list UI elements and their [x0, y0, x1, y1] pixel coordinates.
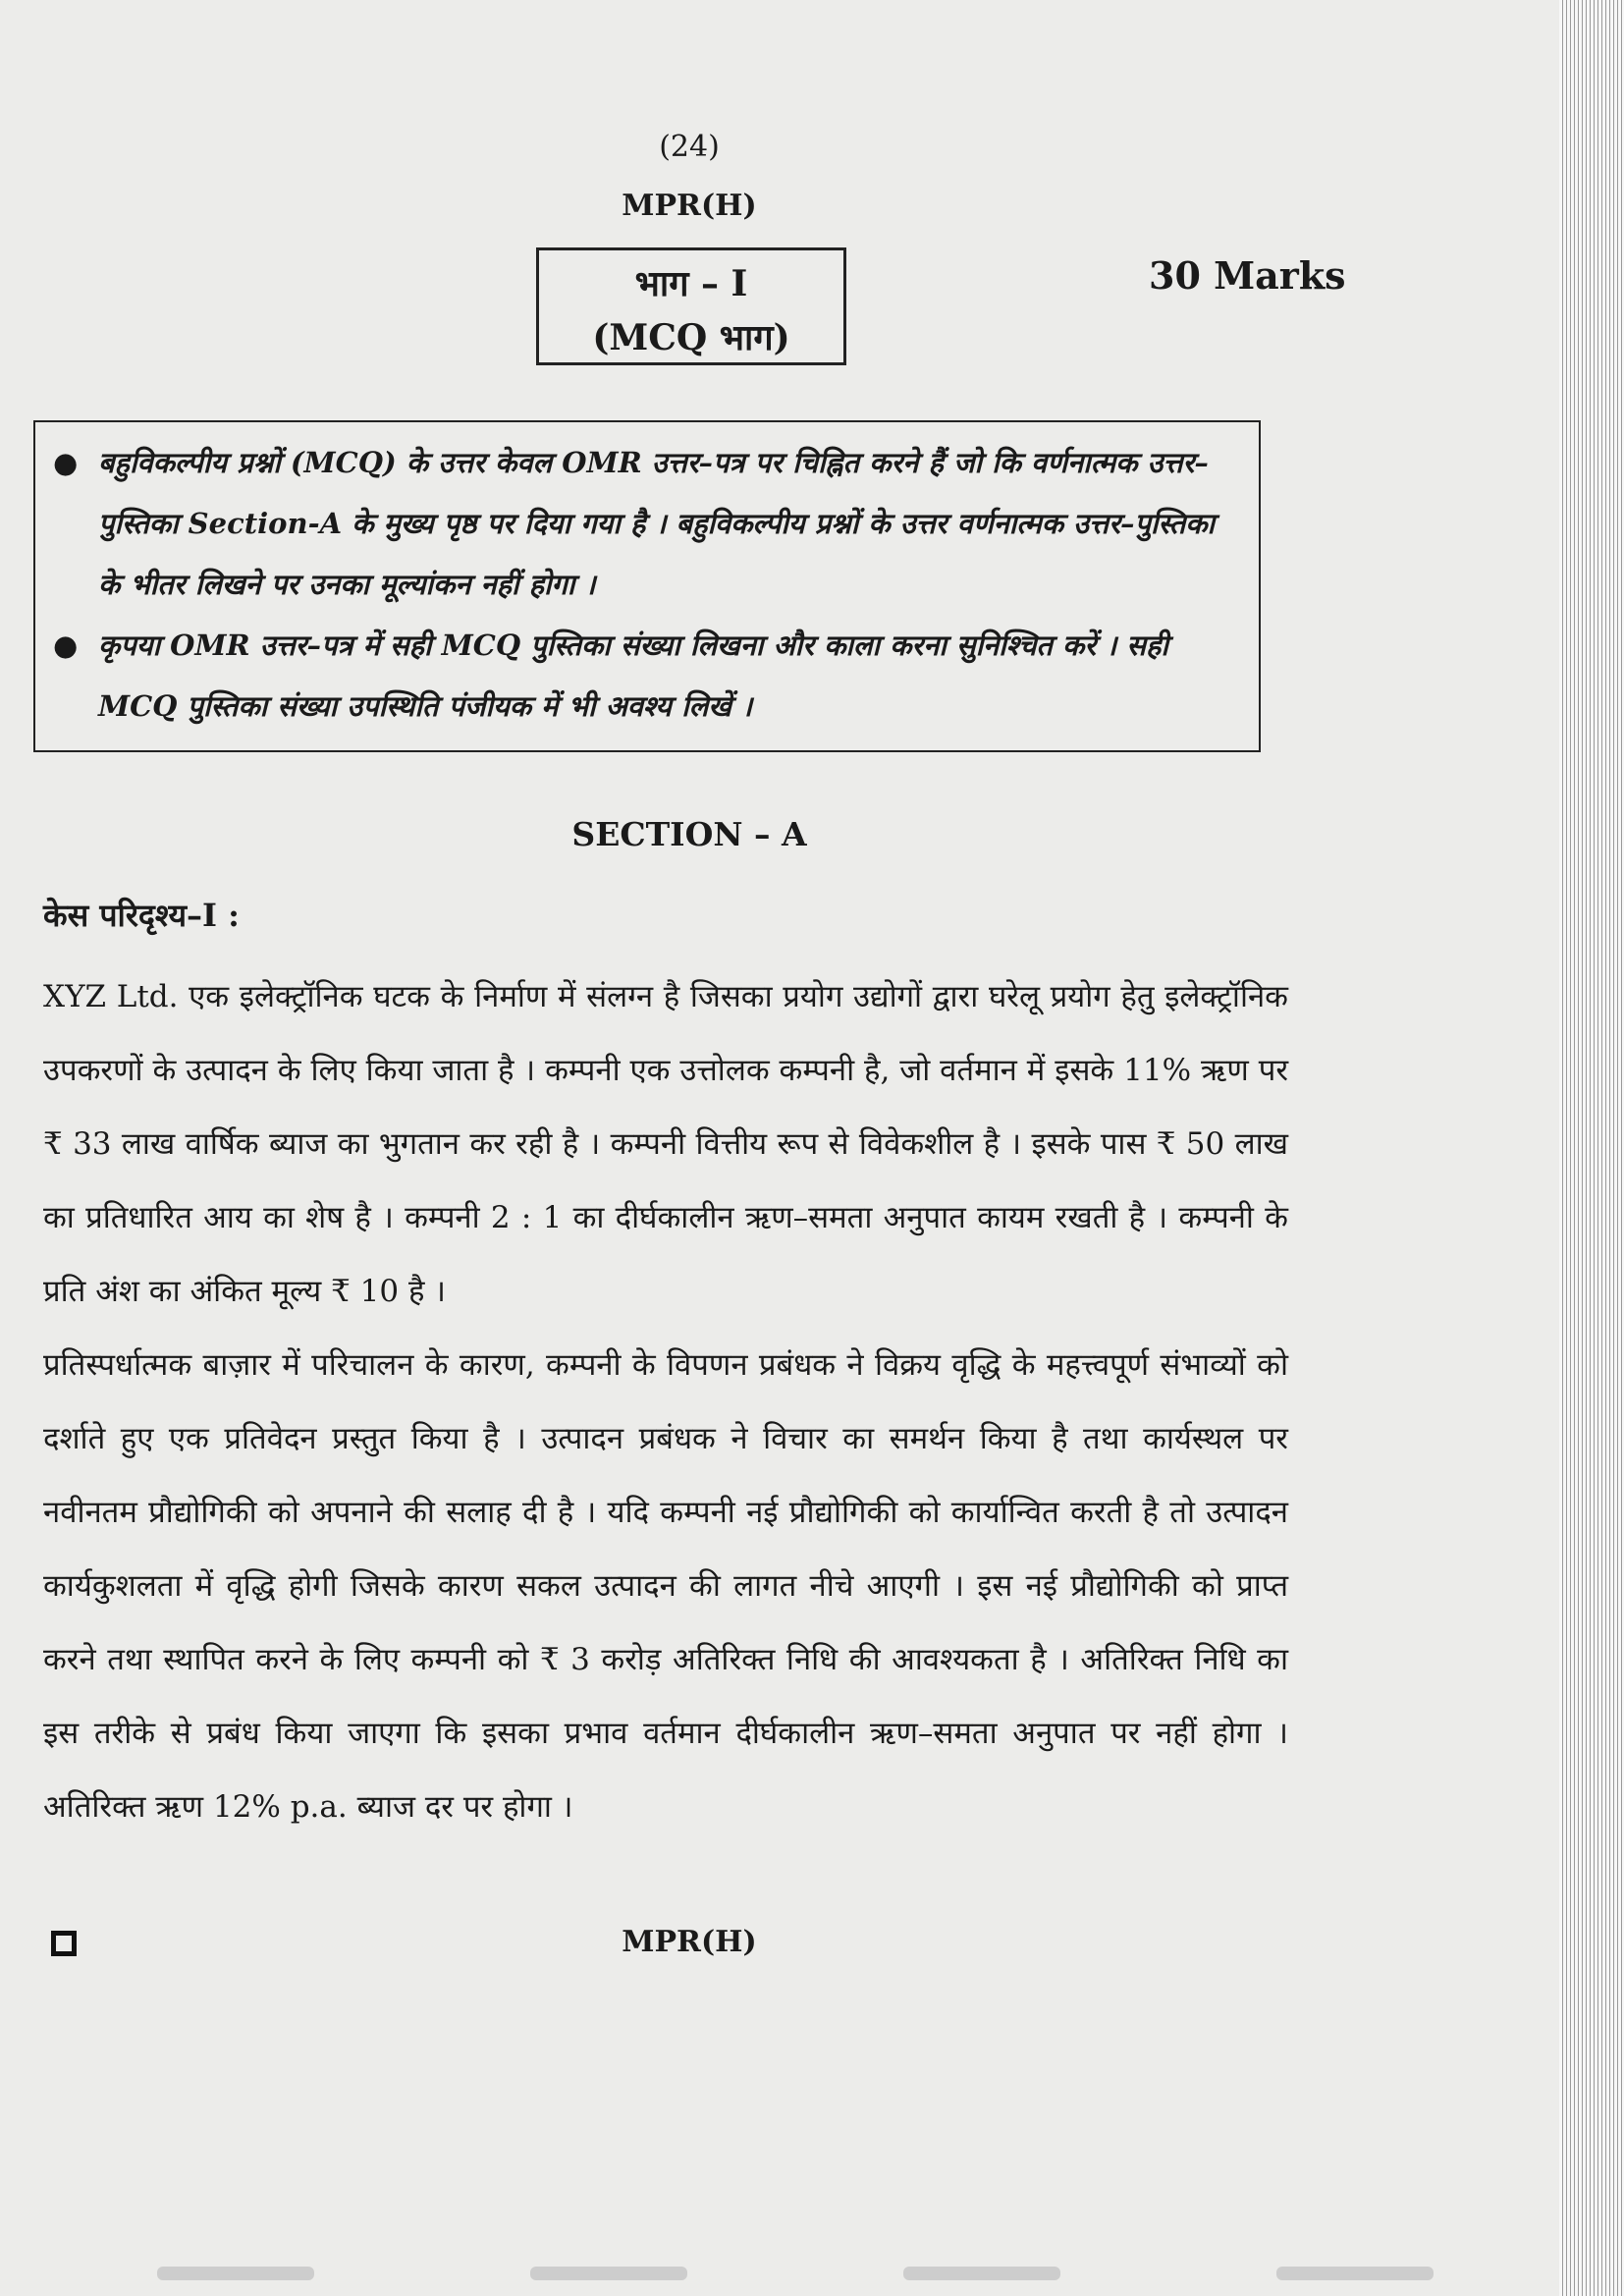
marks-label: 30 Marks [1149, 253, 1346, 298]
case-paragraph: प्रतिस्पर्धात्मक बाज़ार में परिचालन के कारण, कम्पनी के विपणन प्रबंधक ने विक्रय वृद्धि के महत्त्वपूर्ण संभाव्यों को दर्शाते हुए एक प्रतिवेदन प्रस्तुत किया है । उत्पादन प्रबंधक ने विचार का समर्थन किया है तथा कार्यस्थल पर नवीनतम प्रौद्योगिकी को अपनाने की सलाह दी है । यदि कम्पनी नई प्रौद्योगिकी को कार्यान्वित करती है तो उत्पादन कार्यकुशलता में वृद्धि होगी जिसके कारण सकल उत्पादन की लागत नीचे आएगी । इस नई प्रौद्योगिकी को प्राप्त करने तथा स्थापित करने के लिए कम्पनी को ₹ 3 करोड़ अतिरिक्त निधि की आवश्यकता है । अतिरिक्त निधि का इस तरीके से प्रबंध किया जाएगा कि इसका प्रभाव वर्तमान दीर्घकालीन ऋण–समता अनुपात पर नहीं होगा । अतिरिक्त ऋण 12% p.a. ब्याज दर पर होगा । [43, 1347, 1288, 1825]
bullet-icon: ● [53, 629, 79, 662]
case-paragraph: XYZ Ltd. एक इलेक्ट्रॉनिक घटक के निर्माण में संलग्न है जिसका प्रयोग उद्योगों द्वारा घरेलू प्रयोग हेतु इलेक्ट्रॉनिक उपकरणों के उत्पादन के लिए किया जाता है । कम्पनी एक उत्तोलक कम्पनी है, जो वर्तमान में इसके 11% ऋण पर ₹ 33 लाख वार्षिक ब्याज का भुगतान कर रही है । कम्पनी वित्तीय रूप से विवेकशील है । इसके पास ₹ 50 लाख का प्रतिधारित आय का शेष है । कम्पनी 2 : 1 का दीर्घकालीन ऋण–समता अनुपात कायम रखती है । कम्पनी के प्रति अंश का अंकित मूल्य ₹ 10 है । [43, 979, 1288, 1309]
case-body [43, 960, 1288, 1844]
part-title: भाग – I [634, 263, 748, 304]
instructions-box [33, 420, 1261, 752]
case-heading: केस परिदृश्य–I : [43, 897, 240, 934]
scan-smudge [1276, 2267, 1434, 2280]
part-title-box [536, 247, 846, 365]
section-title: SECTION – A [571, 815, 807, 853]
scan-smudge [530, 2267, 687, 2280]
instruction-text: बहुविकल्पीय प्रश्नों (MCQ) के उत्तर केवल OMR उत्तर–पत्र पर चिह्नित करने हैं जो कि वर्णनात्मक उत्तर–पुस्तिका Section-A के मुख्य पृष्ठ पर दिया गया है । बहुविकल्पीय प्रश्नों के उत्तर वर्णनात्मक उत्तर–पुस्तिका के भीतर लिखने पर उनका मूल्यांकन नहीं होगा । [98, 446, 1216, 601]
instruction-text: कृपया OMR उत्तर–पत्र में सही MCQ पुस्तिका संख्या लिखना और काला करना सुनिश्चित करें । सही MCQ पुस्तिका संख्या उपस्थिति पंजीयक में भी अवश्य लिखें । [98, 629, 1168, 723]
page-number: (24) [659, 130, 720, 164]
instruction-item [53, 432, 1239, 615]
bullet-icon: ● [53, 446, 79, 479]
paper-code-footer: MPR(H) [622, 1925, 757, 1959]
instruction-item [53, 615, 1239, 737]
page-edge-stack [1559, 0, 1624, 2296]
scan-smudge [157, 2267, 314, 2280]
scan-smudge [903, 2267, 1060, 2280]
part-subtitle: (MCQ भाग) [592, 317, 790, 358]
scan-artifacts [157, 2259, 1473, 2288]
paper-code-header: MPR(H) [622, 189, 757, 223]
